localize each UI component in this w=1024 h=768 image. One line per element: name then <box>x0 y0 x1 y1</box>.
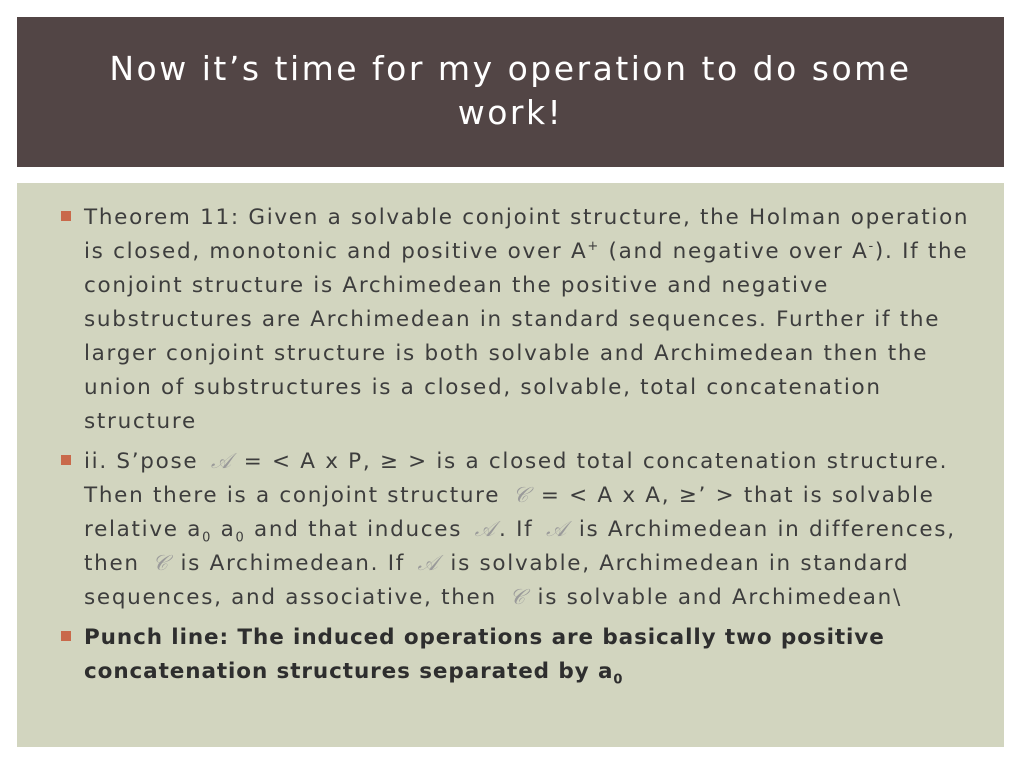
square-bullet-icon <box>61 631 71 641</box>
script-a-symbol: 𝒜 <box>545 517 567 542</box>
bullet-text: ii. S’pose 𝒜 = < A x P, ≥ > is a closed total concatenation structure. Then there is a conjoint structure 𝒞 = < A x A, ≥’ > that is solvable relative $a_0$ $a_0$ and that induces 𝒜 . If 𝒜 is Archimedean in differences, then 𝒞 is Archimedean. If 𝒜 is solvable, Archimedean in standard sequences, and associative, then 𝒞 is solvable and Archimedean\ <box>84 449 956 610</box>
script-c-symbol: 𝒞 <box>509 585 526 610</box>
script-c-symbol: 𝒞 <box>512 483 529 508</box>
bullet-text: Theorem 11: Given a solvable conjoint structure, the Holman operation is closed, monotonic and positive over A+ (and negative over A-). If the conjoint structure is Archimedean the positive and negative substructures are Archimedean in standard sequences. Further if the larger conjoint structure is both solvable and Archimedean then the union of substructures is a closed, solvable, total concatenation structure <box>84 205 970 434</box>
bullet-suppose <box>0 445 974 615</box>
script-a-symbol: 𝒜 <box>417 551 438 576</box>
script-a-symbol: 𝒜 <box>474 517 496 542</box>
square-bullet-icon <box>61 455 71 465</box>
bullet-list <box>0 201 1024 689</box>
slide-title: Now it’s time for my operation to do some work! <box>109 49 912 132</box>
square-bullet-icon <box>61 211 71 221</box>
script-a-symbol: 𝒜 <box>210 449 232 474</box>
title-bar <box>17 17 1004 167</box>
bullet-theorem-11 <box>0 201 974 439</box>
bullet-text: Punch line: The induced operations are basically two positive concatenation structures separated by $a_0$ <box>84 625 885 688</box>
bullet-punch-line <box>0 621 974 689</box>
script-c-symbol: 𝒞 <box>152 551 168 576</box>
